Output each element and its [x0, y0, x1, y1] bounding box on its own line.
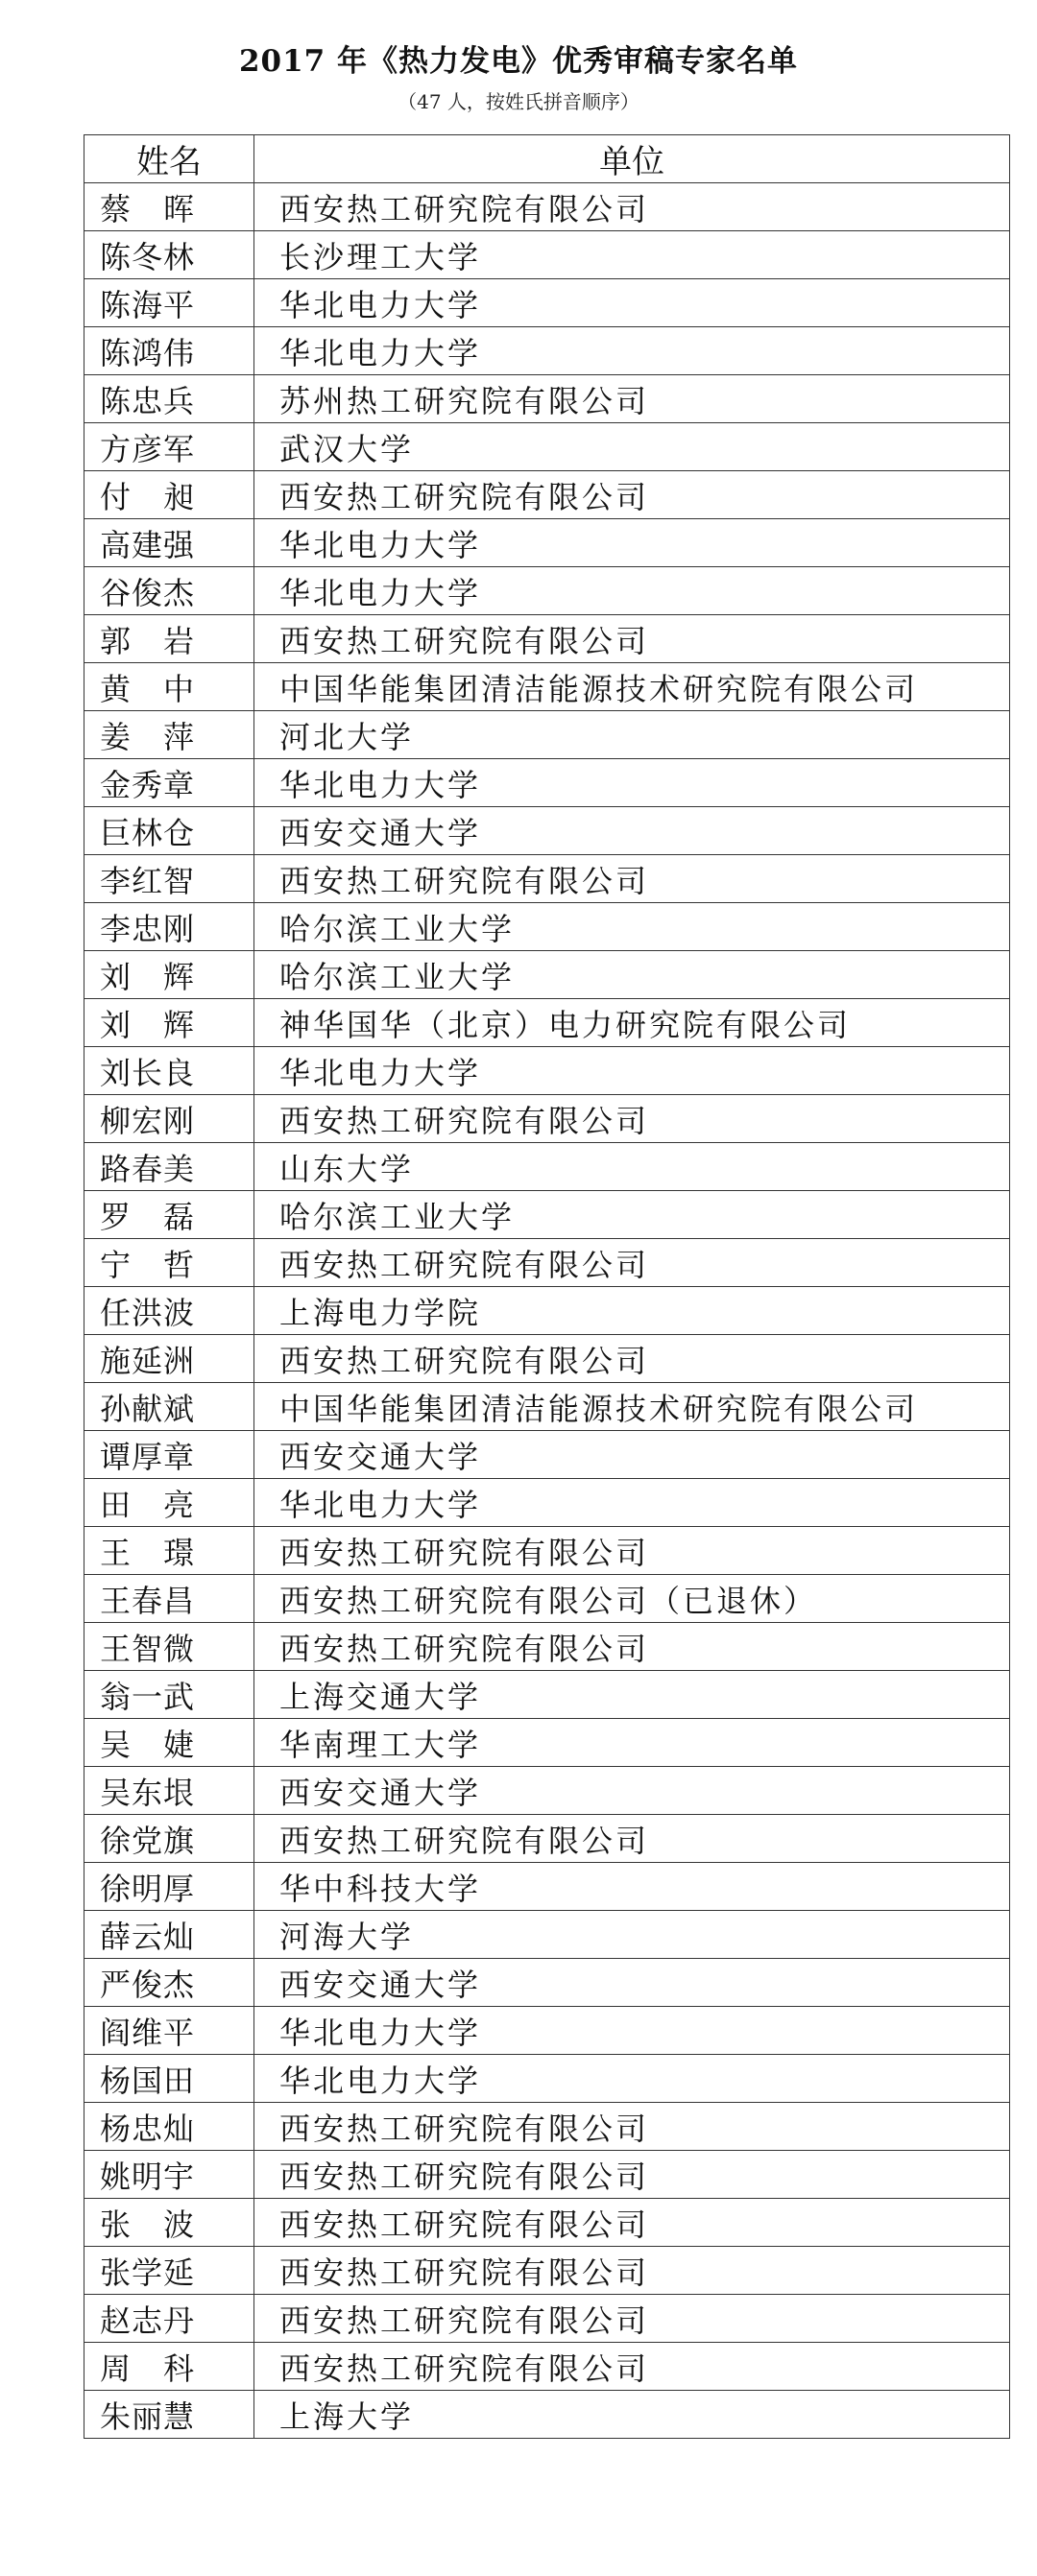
expert-affiliation: 河北大学 — [254, 711, 1010, 759]
expert-affiliation: 苏州热工研究院有限公司 — [254, 375, 1010, 423]
expert-name: 张学延 — [84, 2247, 254, 2295]
expert-name: 赵志丹 — [84, 2295, 254, 2343]
table-row — [84, 2343, 1010, 2391]
table-row — [84, 567, 1010, 615]
table-row — [84, 1287, 1010, 1335]
expert-name: 宁 哲 — [84, 1239, 254, 1287]
table-row — [84, 2151, 1010, 2199]
table-row — [84, 1239, 1010, 1287]
expert-name: 田 亮 — [84, 1479, 254, 1527]
expert-name: 徐党旗 — [84, 1815, 254, 1863]
expert-name: 谭厚章 — [84, 1431, 254, 1479]
table-row — [84, 1047, 1010, 1095]
expert-affiliation: 西安热工研究院有限公司 — [254, 2247, 1010, 2295]
table-row — [84, 1095, 1010, 1143]
expert-name: 路春美 — [84, 1143, 254, 1191]
expert-name: 任洪波 — [84, 1287, 254, 1335]
expert-name: 吴东垠 — [84, 1767, 254, 1815]
expert-name: 吴 婕 — [84, 1719, 254, 1767]
table-row — [84, 1479, 1010, 1527]
table-row — [84, 903, 1010, 951]
expert-affiliation: 华南理工大学 — [254, 1719, 1010, 1767]
table-row — [84, 1719, 1010, 1767]
expert-affiliation: 西安热工研究院有限公司（已退休） — [254, 1575, 1010, 1623]
table-body — [84, 183, 1010, 2439]
expert-name: 翁一武 — [84, 1671, 254, 1719]
expert-affiliation: 西安交通大学 — [254, 807, 1010, 855]
table-row — [84, 1335, 1010, 1383]
table-row — [84, 423, 1010, 471]
expert-affiliation: 西安热工研究院有限公司 — [254, 471, 1010, 519]
table-row — [84, 1671, 1010, 1719]
expert-name: 徐明厚 — [84, 1863, 254, 1911]
page-subtitle: （47 人，按姓氏拼音顺序） — [398, 90, 639, 113]
table-row — [84, 1623, 1010, 1671]
expert-name: 施延洲 — [84, 1335, 254, 1383]
expert-name: 孙献斌 — [84, 1383, 254, 1431]
expert-affiliation: 上海交通大学 — [254, 1671, 1010, 1719]
expert-name: 陈冬林 — [84, 231, 254, 279]
expert-table — [84, 134, 1010, 2439]
expert-name: 阎维平 — [84, 2007, 254, 2055]
expert-name: 王 璟 — [84, 1527, 254, 1575]
expert-name: 刘长良 — [84, 1047, 254, 1095]
expert-name: 刘 辉 — [84, 999, 254, 1047]
expert-name: 陈忠兵 — [84, 375, 254, 423]
expert-affiliation: 西安交通大学 — [254, 1767, 1010, 1815]
table-row — [84, 2199, 1010, 2247]
expert-affiliation: 西安热工研究院有限公司 — [254, 1527, 1010, 1575]
expert-name: 李红智 — [84, 855, 254, 903]
expert-affiliation: 西安热工研究院有限公司 — [254, 1335, 1010, 1383]
expert-affiliation: 华北电力大学 — [254, 567, 1010, 615]
table-row — [84, 759, 1010, 807]
expert-name: 陈海平 — [84, 279, 254, 327]
expert-name: 李忠刚 — [84, 903, 254, 951]
header-unit: 单位 — [254, 135, 1010, 183]
expert-affiliation: 西安热工研究院有限公司 — [254, 1815, 1010, 1863]
table-row — [84, 1911, 1010, 1959]
expert-affiliation: 华北电力大学 — [254, 327, 1010, 375]
expert-affiliation: 西安热工研究院有限公司 — [254, 855, 1010, 903]
page-title: 2017 年《热力发电》优秀审稿专家名单 — [238, 44, 799, 79]
expert-name: 罗 磊 — [84, 1191, 254, 1239]
expert-affiliation: 华中科技大学 — [254, 1863, 1010, 1911]
table-row — [84, 2247, 1010, 2295]
expert-affiliation: 华北电力大学 — [254, 1479, 1010, 1527]
table-row — [84, 711, 1010, 759]
table-row — [84, 2391, 1010, 2439]
table-row — [84, 519, 1010, 567]
expert-name: 黄 中 — [84, 663, 254, 711]
expert-name: 郭 岩 — [84, 615, 254, 663]
table-row — [84, 2295, 1010, 2343]
expert-name: 金秀章 — [84, 759, 254, 807]
table-row — [84, 1431, 1010, 1479]
expert-affiliation: 西安热工研究院有限公司 — [254, 615, 1010, 663]
table-row — [84, 2007, 1010, 2055]
expert-name: 王智微 — [84, 1623, 254, 1671]
expert-affiliation: 西安热工研究院有限公司 — [254, 2103, 1010, 2151]
table-row — [84, 375, 1010, 423]
expert-affiliation: 山东大学 — [254, 1143, 1010, 1191]
expert-name: 薛云灿 — [84, 1911, 254, 1959]
expert-affiliation: 西安交通大学 — [254, 1959, 1010, 2007]
expert-affiliation: 西安热工研究院有限公司 — [254, 183, 1010, 231]
header-name: 姓名 — [84, 135, 254, 183]
table-row — [84, 1863, 1010, 1911]
expert-affiliation: 西安热工研究院有限公司 — [254, 2151, 1010, 2199]
table-row — [84, 327, 1010, 375]
expert-name: 周 科 — [84, 2343, 254, 2391]
expert-affiliation: 武汉大学 — [254, 423, 1010, 471]
expert-affiliation: 西安交通大学 — [254, 1431, 1010, 1479]
table-header-row — [84, 135, 1010, 183]
table-row — [84, 471, 1010, 519]
expert-affiliation: 长沙理工大学 — [254, 231, 1010, 279]
table-row — [84, 279, 1010, 327]
expert-name: 朱丽慧 — [84, 2391, 254, 2439]
expert-name: 姜 萍 — [84, 711, 254, 759]
expert-name: 高建强 — [84, 519, 254, 567]
expert-affiliation: 西安热工研究院有限公司 — [254, 2199, 1010, 2247]
expert-name: 刘 辉 — [84, 951, 254, 999]
expert-name: 杨忠灿 — [84, 2103, 254, 2151]
expert-affiliation: 华北电力大学 — [254, 279, 1010, 327]
expert-affiliation: 西安热工研究院有限公司 — [254, 1623, 1010, 1671]
expert-affiliation: 华北电力大学 — [254, 2007, 1010, 2055]
expert-affiliation: 华北电力大学 — [254, 2055, 1010, 2103]
expert-affiliation: 西安热工研究院有限公司 — [254, 2343, 1010, 2391]
table-row — [84, 2055, 1010, 2103]
expert-name: 付 昶 — [84, 471, 254, 519]
expert-name: 巨林仓 — [84, 807, 254, 855]
expert-affiliation: 中国华能集团清洁能源技术研究院有限公司 — [254, 663, 1010, 711]
expert-name: 张 波 — [84, 2199, 254, 2247]
table-row — [84, 999, 1010, 1047]
expert-affiliation: 华北电力大学 — [254, 1047, 1010, 1095]
expert-affiliation: 神华国华（北京）电力研究院有限公司 — [254, 999, 1010, 1047]
table-row — [84, 1575, 1010, 1623]
expert-name: 陈鸿伟 — [84, 327, 254, 375]
table-row — [84, 807, 1010, 855]
table-row — [84, 615, 1010, 663]
expert-affiliation: 华北电力大学 — [254, 519, 1010, 567]
table-row — [84, 855, 1010, 903]
expert-affiliation: 上海电力学院 — [254, 1287, 1010, 1335]
expert-affiliation: 哈尔滨工业大学 — [254, 1191, 1010, 1239]
expert-affiliation: 中国华能集团清洁能源技术研究院有限公司 — [254, 1383, 1010, 1431]
table-row — [84, 231, 1010, 279]
table-row — [84, 951, 1010, 999]
expert-affiliation: 哈尔滨工业大学 — [254, 903, 1010, 951]
expert-name: 柳宏刚 — [84, 1095, 254, 1143]
expert-name: 蔡 晖 — [84, 183, 254, 231]
expert-name: 姚明宇 — [84, 2151, 254, 2199]
expert-name: 王春昌 — [84, 1575, 254, 1623]
table-row — [84, 663, 1010, 711]
table-row — [84, 183, 1010, 231]
expert-affiliation: 西安热工研究院有限公司 — [254, 2295, 1010, 2343]
table-row — [84, 1383, 1010, 1431]
expert-affiliation: 华北电力大学 — [254, 759, 1010, 807]
expert-affiliation: 哈尔滨工业大学 — [254, 951, 1010, 999]
expert-affiliation: 上海大学 — [254, 2391, 1010, 2439]
table-row — [84, 2103, 1010, 2151]
expert-affiliation: 河海大学 — [254, 1911, 1010, 1959]
table-row — [84, 1143, 1010, 1191]
expert-name: 杨国田 — [84, 2055, 254, 2103]
table-row — [84, 1959, 1010, 2007]
expert-affiliation: 西安热工研究院有限公司 — [254, 1239, 1010, 1287]
expert-affiliation: 西安热工研究院有限公司 — [254, 1095, 1010, 1143]
table-row — [84, 1815, 1010, 1863]
table-row — [84, 1767, 1010, 1815]
table-row — [84, 1527, 1010, 1575]
table-row — [84, 1191, 1010, 1239]
expert-name: 谷俊杰 — [84, 567, 254, 615]
expert-name: 方彦军 — [84, 423, 254, 471]
expert-name: 严俊杰 — [84, 1959, 254, 2007]
